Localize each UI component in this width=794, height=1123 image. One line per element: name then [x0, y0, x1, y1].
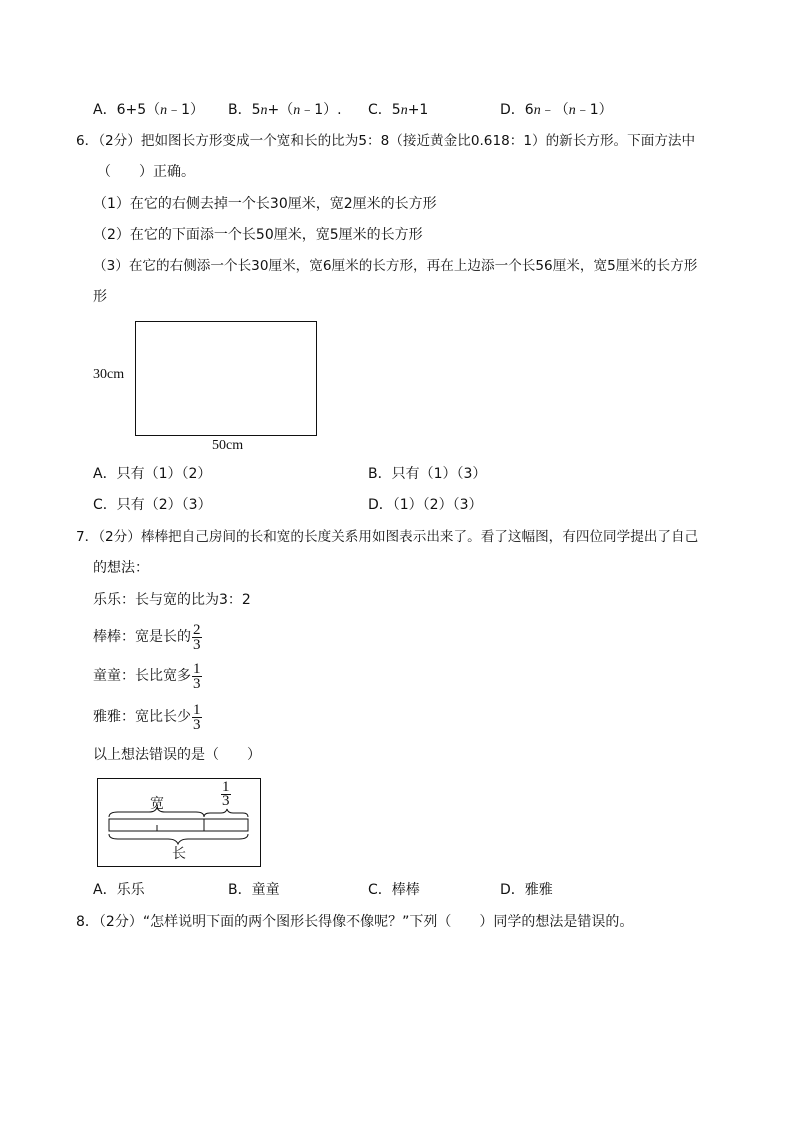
fraction	[192, 703, 202, 732]
q6-option-c[interactable]: C．只有（2）（3）	[93, 497, 212, 513]
q7-question: 以上想法错误的是（ ）	[93, 747, 261, 763]
q5-option-a[interactable]	[93, 100, 204, 121]
denominator: 3	[193, 675, 201, 692]
q7-option-c[interactable]: C．棒棒	[368, 882, 420, 898]
q6-item-3: （3）在它的右侧添一个长30厘米，宽6厘米的长方形，再在上边添一个长56厘米，宽5厘米的长方形	[93, 258, 698, 274]
q5-option-c[interactable]	[368, 100, 428, 121]
q7-figure	[97, 778, 261, 867]
opinion-text: 雅雅：宽比长少	[93, 709, 191, 725]
q7-option-d[interactable]: D．雅雅	[500, 882, 553, 898]
q6-option-d[interactable]: D．（1）（2）（3）	[368, 497, 483, 513]
fraction	[192, 623, 202, 652]
q7-stem-line2: 的想法：	[93, 560, 149, 576]
option-text: ﹣（	[540, 102, 569, 118]
q6-stem-line1: 6．（2分）把如图长方形变成一个宽和长的比为5：8（接近黄金比0.618：1）的新长方形。下面方法中	[76, 133, 696, 149]
option-text: ﹣1）	[167, 102, 205, 118]
option-variable: n	[260, 103, 268, 118]
q7-opinion-tongtong	[93, 659, 202, 693]
q6-option-b[interactable]: B．只有（1）（3）	[368, 466, 487, 482]
option-text: ﹣1）.	[300, 102, 342, 118]
q7-long-label: 长	[172, 847, 186, 862]
option-text: ﹣1）	[575, 102, 613, 118]
q7-third-fraction	[221, 781, 231, 808]
option-variable: n	[533, 103, 541, 118]
q7-opinion-yaya	[93, 700, 202, 734]
q6-height-label: 30cm	[93, 367, 125, 382]
q6-option-a[interactable]: A．只有（1）（2）	[93, 466, 212, 482]
option-variable: n	[293, 103, 301, 118]
q7-opinion-bangbang	[93, 620, 202, 654]
option-text: +1	[407, 102, 429, 118]
denominator: 3	[193, 716, 201, 733]
q7-option-a[interactable]: A．乐乐	[93, 882, 145, 898]
q6-item-3-continuation: 形	[93, 289, 107, 305]
option-variable: n	[160, 103, 168, 118]
option-variable: n	[400, 103, 408, 118]
option-variable: n	[568, 103, 576, 118]
denominator: 3	[222, 793, 230, 809]
q7-stem-line1: 7．（2分）棒棒把自己房间的长和宽的长度关系用如图表示出来了。看了这幅图，有四位同学提出了自己	[76, 529, 699, 545]
q7-option-b[interactable]: B．童童	[228, 882, 280, 898]
q5-option-d[interactable]	[500, 100, 613, 121]
numerator: 1	[222, 779, 230, 795]
opinion-text: 童童：长比宽多	[93, 668, 191, 684]
option-text: 6	[524, 102, 534, 118]
numerator: 2	[193, 621, 201, 638]
option-letter: A．	[93, 102, 117, 118]
q6-figure	[90, 318, 330, 458]
q6-item-1: （1）在它的右侧去掉一个长30厘米，宽2厘米的长方形	[93, 196, 437, 212]
q7-opinion-lele: 乐乐：长与宽的比为3：2	[93, 592, 251, 608]
option-text: 5	[391, 102, 401, 118]
q7-wide-label: 宽	[150, 797, 164, 812]
long-brace	[109, 834, 248, 844]
numerator: 1	[193, 660, 201, 677]
length-bar	[109, 819, 248, 831]
q6-width-label: 50cm	[212, 438, 244, 453]
q5-option-b[interactable]	[228, 100, 342, 121]
option-letter: C．	[368, 102, 392, 118]
option-text: 6+5（	[116, 102, 161, 118]
denominator: 3	[193, 636, 201, 653]
q6-item-2: （2）在它的下面添一个长50厘米，宽5厘米的长方形	[93, 227, 423, 243]
option-letter: D．	[500, 102, 525, 118]
q6-rectangle	[135, 321, 317, 436]
opinion-text: 棒棒：宽是长的	[93, 629, 191, 645]
numerator: 1	[193, 701, 201, 718]
third-brace	[204, 809, 248, 817]
option-text: +（	[267, 102, 294, 118]
fraction	[192, 662, 202, 691]
option-letter: B．	[228, 102, 252, 118]
option-text: 5	[251, 102, 261, 118]
q6-stem-line2: （ ）正确。	[97, 164, 195, 180]
q8-stem: 8．（2分）“怎样说明下面的两个图形长得像不像呢？”下列（ ）同学的想法是错误的。	[76, 914, 634, 930]
